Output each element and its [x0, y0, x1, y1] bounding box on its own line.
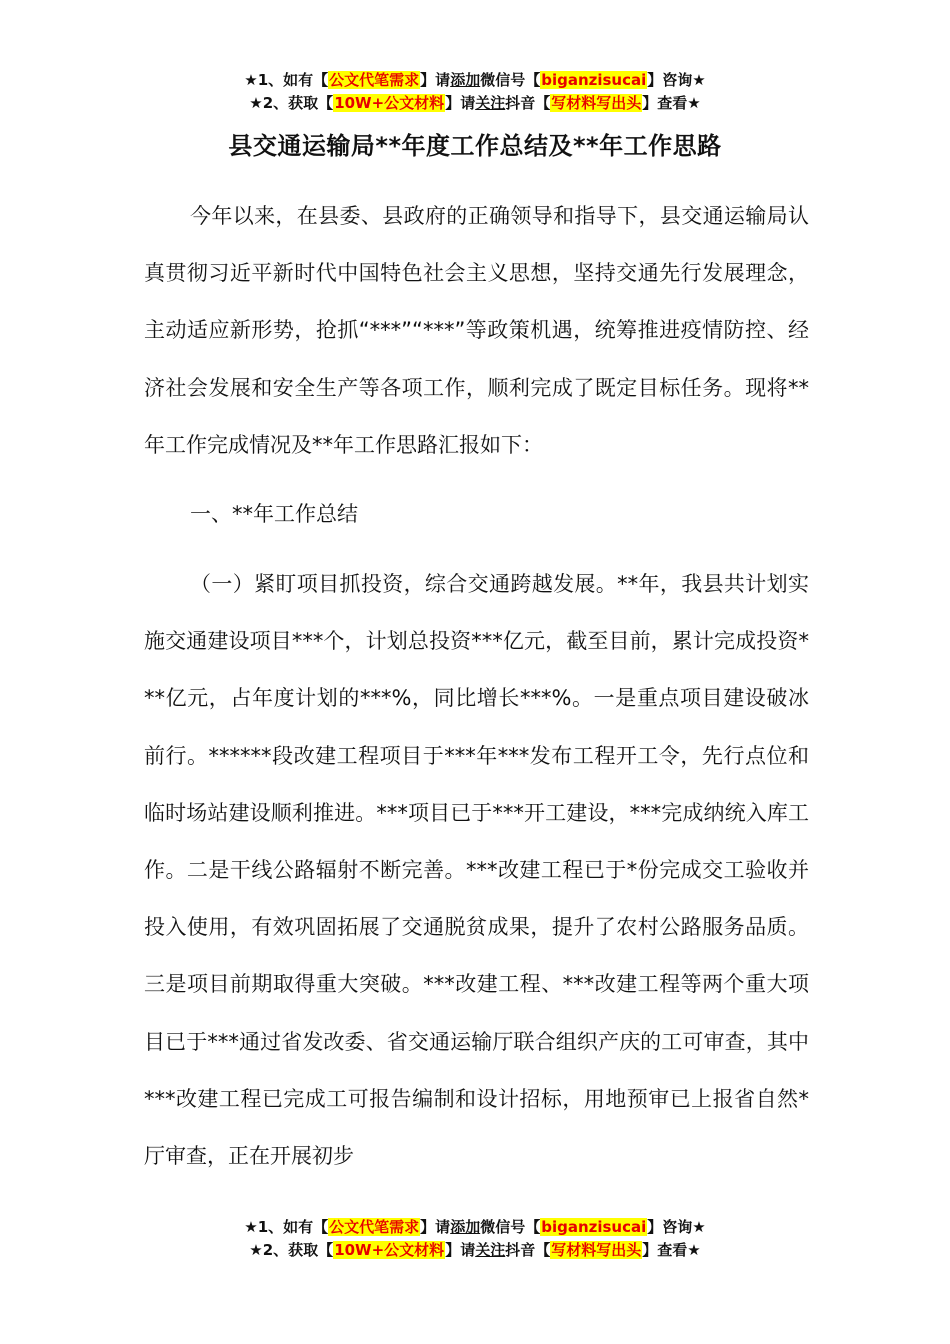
banner-highlight: 公文代笔需求 [329, 1218, 420, 1236]
footer-banner [0, 1216, 950, 1262]
banner-highlight: biganzisucai [541, 1218, 647, 1236]
banner-text: 微信号【 [480, 71, 541, 89]
banner-text: 】请 [420, 71, 451, 89]
banner-underline: 关注 [475, 94, 506, 112]
banner-highlight: 10W+公文材料 [334, 1241, 445, 1259]
banner-underline: 添加 [450, 71, 481, 89]
section-heading: 一、**年工作总结 [190, 502, 358, 526]
banner-highlight: 10W+公文材料 [334, 94, 445, 112]
banner-text: 】请 [445, 94, 476, 112]
banner-highlight: biganzisucai [541, 71, 647, 89]
banner-text: ★1、如有【 [244, 71, 329, 89]
banner-text: 】查看★ [642, 94, 701, 112]
banner-text: 】咨询★ [647, 1218, 706, 1236]
banner-text: ★1、如有【 [244, 1218, 329, 1236]
banner-highlight: 写材料写出头 [551, 94, 642, 112]
document-title: 县交通运输局**年度工作总结及**年工作思路 [228, 132, 722, 160]
banner-text: 】咨询★ [647, 71, 706, 89]
header-banner [0, 69, 950, 115]
banner-text: 】请 [445, 1241, 476, 1259]
banner-line-1 [0, 1216, 950, 1239]
banner-text: 微信号【 [480, 1218, 541, 1236]
banner-underline: 添加 [450, 1218, 481, 1236]
banner-line-2 [0, 1239, 950, 1262]
intro-paragraph: 今年以来，在县委、县政府的正确领导和指导下，县交通运输局认真贯彻习近平新时代中国特色社会主义思想，坚持交通先行发展理念，主动适应新形势，抢抓“***”“***”等政策机遇，统筹推进疫情防控、经济社会发展和安全生产等各项工作，顺利完成了既定目标任务。现将**年工作完成情况及**年工作思路汇报如下： [144, 204, 809, 457]
banner-text: 抖音【 [505, 94, 551, 112]
banner-line-1 [0, 69, 950, 92]
banner-highlight: 公文代笔需求 [329, 71, 420, 89]
section-paragraph: （一）紧盯项目抓投资，综合交通跨越发展。**年，我县共计划实施交通建设项目***个，计划总投资***亿元，截至目前，累计完成投资***亿元，占年度计划的***%，同比增长***%。一是重点项目建设破冰前行。******段改建工程项目于***年***发布工程开工令，先行点位和临时场站建设顺利推进。***项目已于***开工建设，***完成纳统入库工作。二是干线公路辐射不断完善。***改建工程已于*份完成交工验收并投入使用，有效巩固拓展了交通脱贫成果，提升了农村公路服务品质。三是项目前期取得重大突破。***改建工程、***改建工程等两个重大项目已于***通过省发改委、省交通运输厅联合组织产庆的工可审查，其中***改建工程已完成工可报告编制和设计招标，用地预审已上报省自然*厅审查，正在开展初步 [144, 572, 809, 1169]
banner-text: 抖音【 [505, 1241, 551, 1259]
banner-underline: 关注 [475, 1241, 506, 1259]
banner-line-2 [0, 92, 950, 115]
banner-text: 】请 [420, 1218, 451, 1236]
banner-text: ★2、获取【 [249, 1241, 334, 1259]
banner-text: 】查看★ [642, 1241, 701, 1259]
banner-highlight: 写材料写出头 [551, 1241, 642, 1259]
banner-text: ★2、获取【 [249, 94, 334, 112]
